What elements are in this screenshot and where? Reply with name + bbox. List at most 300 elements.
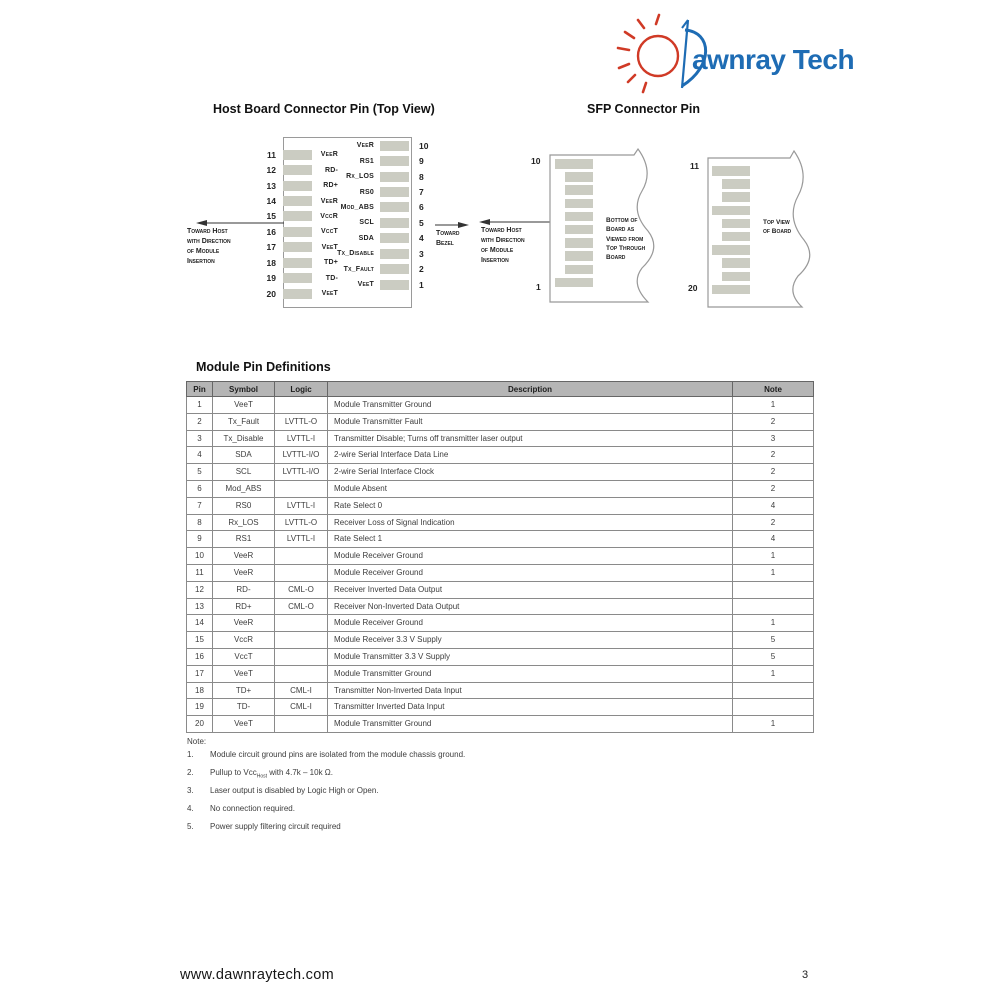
cell-logic: CML-I <box>275 682 328 699</box>
connector-pad <box>565 172 593 182</box>
connector-pad <box>565 251 593 261</box>
connector-pad <box>283 242 312 252</box>
connector-pad <box>380 218 409 228</box>
host-pin-row <box>330 184 440 199</box>
note-text-pre: Module circuit ground pins are isolated from the module chassis ground. <box>210 750 466 759</box>
note-text-pre: Power supply filtering circuit required <box>210 822 341 831</box>
connector-pad <box>565 212 593 222</box>
host-pin-row <box>258 255 338 270</box>
note-text-post: with 4.7k – 10k Ω. <box>266 768 333 777</box>
sfp-bottom-board-note <box>606 216 645 262</box>
sfp-pad-row <box>555 278 593 291</box>
connector-pad <box>722 272 750 282</box>
cell-logic: LVTTL-I/O <box>275 447 328 464</box>
toward-bezel-text <box>436 229 459 249</box>
connector-pad <box>283 289 312 299</box>
connector-pad <box>722 232 750 242</box>
cell-symbol: TD- <box>213 699 275 716</box>
table-row <box>187 716 814 733</box>
pin-label: VccR <box>320 212 338 220</box>
connector-pad <box>722 179 750 189</box>
cell-logic: LVTTL-O <box>275 413 328 430</box>
cell-note: 5 <box>733 648 814 665</box>
sfp-pad-row <box>712 166 750 179</box>
cell-pin: 3 <box>187 430 213 447</box>
connector-pad <box>712 245 750 255</box>
note-text <box>210 820 341 838</box>
connector-pad <box>380 264 409 274</box>
cell-description: Module Transmitter Ground <box>328 397 733 414</box>
cell-logic <box>275 716 328 733</box>
host-pin-row <box>258 240 338 255</box>
table-title: Module Pin Definitions <box>196 360 331 374</box>
notes-section <box>187 735 465 838</box>
cell-note: 1 <box>733 564 814 581</box>
cell-logic <box>275 632 328 649</box>
cell-pin: 5 <box>187 464 213 481</box>
note-item <box>187 784 465 802</box>
pin-number: 1 <box>419 279 424 290</box>
cell-description: 2-wire Serial Interface Clock <box>328 464 733 481</box>
sfp-pin-number-bottom: 20 <box>688 283 698 293</box>
table-row <box>187 514 814 531</box>
cell-description: Receiver Non-Inverted Data Output <box>328 598 733 615</box>
pin-number: 6 <box>419 202 424 213</box>
table-row <box>187 464 814 481</box>
pin-number: 19 <box>266 273 276 284</box>
cell-logic: LVTTL-I <box>275 531 328 548</box>
table-row <box>187 564 814 581</box>
pin-number: 8 <box>419 171 424 182</box>
table-row <box>187 480 814 497</box>
cell-note: 2 <box>733 480 814 497</box>
cell-note: 4 <box>733 497 814 514</box>
pin-number: 17 <box>266 242 276 253</box>
cell-logic: CML-I <box>275 699 328 716</box>
cell-logic <box>275 480 328 497</box>
connector-pad <box>565 238 593 248</box>
table-row <box>187 397 814 414</box>
connector-pad <box>712 206 750 216</box>
cell-description: Rate Select 1 <box>328 531 733 548</box>
pin-label: Mod_ABS <box>340 203 374 211</box>
connector-pad <box>380 141 409 151</box>
note-line: Top View <box>763 219 790 226</box>
cell-symbol: SCL <box>213 464 275 481</box>
cell-pin: 10 <box>187 548 213 565</box>
table-row <box>187 581 814 598</box>
connector-pad <box>283 150 312 160</box>
host-pin-row <box>258 178 338 193</box>
cell-symbol: SDA <box>213 447 275 464</box>
note-text-subscript: Host <box>256 773 267 780</box>
pin-number: 18 <box>266 257 276 268</box>
sfp-pad-row <box>712 219 750 232</box>
pin-label: VeeR <box>320 197 338 205</box>
note-item <box>187 802 465 820</box>
cell-description: Module Receiver Ground <box>328 564 733 581</box>
cell-pin: 9 <box>187 531 213 548</box>
sfp-pad-row <box>712 285 750 298</box>
pin-label: RS0 <box>359 188 374 196</box>
dir-line: Toward Host <box>481 227 522 234</box>
cell-logic <box>275 397 328 414</box>
cell-note: 2 <box>733 447 814 464</box>
sfp-pad-row <box>712 245 750 258</box>
pin-number: 7 <box>419 187 424 198</box>
cell-pin: 15 <box>187 632 213 649</box>
pin-definitions-table <box>186 381 814 733</box>
sfp-pad-row <box>555 159 593 172</box>
dir-line: with Direction <box>481 237 525 244</box>
sfp-pad-row <box>555 212 593 225</box>
host-pin-row <box>330 138 440 153</box>
cell-symbol: VccT <box>213 648 275 665</box>
notes-label: Note: <box>187 737 207 746</box>
cell-symbol: VeeT <box>213 397 275 414</box>
sfp-pad-row <box>555 238 593 251</box>
cell-note: 5 <box>733 632 814 649</box>
footer-website-url: www.dawnraytech.com <box>180 967 334 983</box>
connector-pad <box>380 202 409 212</box>
table-row <box>187 413 814 430</box>
cell-pin: 20 <box>187 716 213 733</box>
page-number: 3 <box>802 969 809 981</box>
host-pin-row <box>330 277 440 292</box>
cell-logic: LVTTL-I <box>275 497 328 514</box>
connector-pad <box>283 196 312 206</box>
cell-note: 2 <box>733 514 814 531</box>
connector-pad <box>565 185 593 195</box>
dir-line: with Direction <box>187 238 231 245</box>
cell-note: 3 <box>733 430 814 447</box>
pin-label: TD+ <box>323 259 338 267</box>
note-text-pre: No connection required. <box>210 804 295 813</box>
pin-label: VeeR <box>356 142 374 150</box>
host-board-diagram-title: Host Board Connector Pin (Top View) <box>213 102 435 116</box>
col-header-logic: Logic <box>275 382 328 397</box>
cell-note: 1 <box>733 548 814 565</box>
connector-pad <box>283 165 312 175</box>
note-text <box>210 802 295 820</box>
host-pin-row <box>330 200 440 215</box>
note-item <box>187 820 465 838</box>
dir-line: Toward Host <box>187 228 228 235</box>
note-number: 4. <box>187 804 194 813</box>
note-text <box>210 748 465 766</box>
cell-symbol: VeeT <box>213 716 275 733</box>
note-line: Bottom of <box>606 217 638 224</box>
pin-label: Tx_Disable <box>337 250 374 258</box>
col-header-symbol: Symbol <box>213 382 275 397</box>
cell-note <box>733 581 814 598</box>
cell-symbol: RD- <box>213 581 275 598</box>
note-text <box>210 766 333 784</box>
cell-logic: LVTTL-O <box>275 514 328 531</box>
sfp-pad-row <box>712 206 750 219</box>
host-pin-row <box>330 215 440 230</box>
note-number: 5. <box>187 822 194 831</box>
table-row <box>187 632 814 649</box>
note-item <box>187 748 465 766</box>
dir-line: of Module <box>481 247 514 254</box>
cell-note: 1 <box>733 397 814 414</box>
sfp-pin-number-bottom: 1 <box>536 282 541 292</box>
cell-note: 1 <box>733 665 814 682</box>
note-text <box>210 784 379 802</box>
cell-note: 1 <box>733 716 814 733</box>
sfp-pad-row <box>712 258 750 271</box>
cell-pin: 13 <box>187 598 213 615</box>
cell-description: Module Transmitter Ground <box>328 665 733 682</box>
host-pin-row <box>258 193 338 208</box>
table-row <box>187 497 814 514</box>
sfp-pad-row <box>555 225 593 238</box>
pin-label: Tx_Fault <box>343 265 374 273</box>
pin-label: SDA <box>358 234 374 242</box>
sfp-pad-row <box>555 185 593 198</box>
connector-pad <box>283 211 312 221</box>
cell-logic <box>275 648 328 665</box>
cell-pin: 17 <box>187 665 213 682</box>
cell-logic: LVTTL-I/O <box>275 464 328 481</box>
cell-note: 2 <box>733 464 814 481</box>
cell-description: Module Transmitter Ground <box>328 716 733 733</box>
host-pin-row <box>330 262 440 277</box>
note-number: 2. <box>187 768 194 777</box>
note-line: Board <box>606 254 626 262</box>
pin-number: 13 <box>266 180 276 191</box>
connector-pad <box>565 265 593 275</box>
cell-symbol: RS1 <box>213 531 275 548</box>
host-pin-row <box>330 246 440 261</box>
cell-symbol: Tx_Disable <box>213 430 275 447</box>
connector-pad <box>555 278 593 288</box>
connector-pad <box>380 187 409 197</box>
cell-note: 1 <box>733 615 814 632</box>
cell-pin: 6 <box>187 480 213 497</box>
table-row <box>187 598 814 615</box>
brand-wordmark: awnray Tech <box>692 44 855 75</box>
cell-logic: CML-O <box>275 598 328 615</box>
cell-symbol: Rx_LOS <box>213 514 275 531</box>
cell-description: Module Receiver 3.3 V Supply <box>328 632 733 649</box>
note-line: Board as <box>606 226 635 234</box>
pin-label: RD- <box>324 166 338 174</box>
dir-line: of Module <box>187 248 220 255</box>
cell-description: Module Transmitter Fault <box>328 413 733 430</box>
pin-label: Rx_LOS <box>346 173 374 181</box>
connector-pad <box>722 258 750 268</box>
cell-description: 2-wire Serial Interface Data Line <box>328 447 733 464</box>
pin-number: 10 <box>419 140 429 151</box>
sfp-pad-row <box>712 192 750 205</box>
cell-logic: CML-O <box>275 581 328 598</box>
note-line: of Board <box>763 228 792 236</box>
note-item <box>187 766 465 784</box>
sfp-pad-row <box>555 251 593 264</box>
table-row <box>187 548 814 565</box>
col-header-description: Description <box>328 382 733 397</box>
connector-pad <box>283 227 312 237</box>
cell-logic <box>275 665 328 682</box>
connector-pad <box>283 181 312 191</box>
sfp-pin-number-top: 11 <box>690 161 699 171</box>
pin-label: VeeT <box>321 290 338 298</box>
cell-symbol: VeeT <box>213 665 275 682</box>
cell-symbol: VeeR <box>213 564 275 581</box>
pin-number: 4 <box>419 233 424 244</box>
cell-pin: 16 <box>187 648 213 665</box>
cell-symbol: VccR <box>213 632 275 649</box>
pin-number: 20 <box>266 288 276 299</box>
pin-number: 9 <box>419 156 424 167</box>
sfp-bottom-pads <box>555 159 593 291</box>
cell-description: Receiver Loss of Signal Indication <box>328 514 733 531</box>
pin-label: SCL <box>359 219 374 227</box>
cell-pin: 14 <box>187 615 213 632</box>
host-pin-row <box>258 162 338 177</box>
cell-note: 2 <box>733 413 814 430</box>
host-pin-row <box>330 231 440 246</box>
pin-number: 14 <box>266 196 276 207</box>
dir-line: Insertion <box>481 257 509 264</box>
cell-pin: 11 <box>187 564 213 581</box>
sfp-pad-row <box>712 179 750 192</box>
connector-pad <box>722 192 750 202</box>
table-header-row <box>187 382 814 397</box>
connector-pad <box>555 159 593 169</box>
table-row <box>187 682 814 699</box>
cell-logic <box>275 615 328 632</box>
connector-pad <box>380 172 409 182</box>
note-text-pre: Pullup to Vcc <box>210 768 257 777</box>
table-row <box>187 430 814 447</box>
cell-symbol: VeeR <box>213 615 275 632</box>
cell-pin: 12 <box>187 581 213 598</box>
cell-description: Module Transmitter 3.3 V Supply <box>328 648 733 665</box>
sfp-top-board-note <box>763 218 791 237</box>
table-row <box>187 648 814 665</box>
cell-symbol: RD+ <box>213 598 275 615</box>
cell-pin: 4 <box>187 447 213 464</box>
pin-label: VeeR <box>320 151 338 159</box>
cell-logic: LVTTL-I <box>275 430 328 447</box>
cell-pin: 2 <box>187 413 213 430</box>
pin-number: 2 <box>419 264 424 275</box>
connector-pad <box>565 225 593 235</box>
cell-pin: 7 <box>187 497 213 514</box>
cell-pin: 1 <box>187 397 213 414</box>
host-board-right-pin-column <box>330 138 440 292</box>
cell-pin: 8 <box>187 514 213 531</box>
dir-line: Bezel <box>436 240 454 247</box>
sfp-top-pads <box>712 166 750 298</box>
cell-symbol: TD+ <box>213 682 275 699</box>
cell-logic <box>275 548 328 565</box>
sfp-pad-row <box>555 265 593 278</box>
note-line: Viewed from <box>606 235 644 243</box>
note-line: Top Through <box>606 244 646 252</box>
cell-symbol: Mod_ABS <box>213 480 275 497</box>
col-header-note: Note <box>733 382 814 397</box>
host-pin-row <box>330 169 440 184</box>
cell-logic <box>275 564 328 581</box>
connector-pad <box>380 280 409 290</box>
connector-pad <box>722 219 750 229</box>
sfp-pin-number-top: 10 <box>531 156 541 166</box>
cell-symbol: RS0 <box>213 497 275 514</box>
dir-line: Toward <box>436 230 460 237</box>
cell-description: Module Absent <box>328 480 733 497</box>
pin-number: 5 <box>419 217 424 228</box>
cell-pin: 19 <box>187 699 213 716</box>
pin-label: RD+ <box>323 182 338 190</box>
sfp-pad-row <box>555 199 593 212</box>
note-text-pre: Laser output is disabled by Logic High or Open. <box>210 786 379 795</box>
connector-pad <box>565 199 593 209</box>
cell-note <box>733 598 814 615</box>
pin-label: VeeT <box>357 281 374 289</box>
note-number: 3. <box>187 786 194 795</box>
table-row <box>187 665 814 682</box>
host-pin-row <box>330 153 440 168</box>
host-pin-row <box>258 147 338 162</box>
cell-pin: 18 <box>187 682 213 699</box>
sfp-diagram-title: SFP Connector Pin <box>587 102 700 116</box>
cell-note <box>733 682 814 699</box>
cell-description: Receiver Inverted Data Output <box>328 581 733 598</box>
connector-pad <box>283 258 312 268</box>
connector-pad <box>380 249 409 259</box>
connector-pad <box>283 273 312 283</box>
connector-pad <box>380 233 409 243</box>
host-pin-row <box>258 271 338 286</box>
table-row <box>187 531 814 548</box>
cell-description: Transmitter Disable; Turns off transmitter laser output <box>328 430 733 447</box>
cell-note: 4 <box>733 531 814 548</box>
cell-description: Transmitter Non-Inverted Data Input <box>328 682 733 699</box>
pin-number: 16 <box>266 226 276 237</box>
connector-pad <box>380 156 409 166</box>
pin-number: 3 <box>419 248 424 259</box>
pin-label: RS1 <box>359 157 374 165</box>
table-row <box>187 615 814 632</box>
host-pin-row <box>258 286 338 301</box>
table-row <box>187 699 814 716</box>
cell-description: Module Receiver Ground <box>328 548 733 565</box>
cell-symbol: Tx_Fault <box>213 413 275 430</box>
sfp-pad-row <box>712 272 750 285</box>
connector-pad <box>712 285 750 295</box>
toward-host-text-left <box>187 227 231 267</box>
pin-number: 15 <box>266 211 276 222</box>
note-number: 1. <box>187 750 194 759</box>
sfp-pad-row <box>555 172 593 185</box>
dir-line: Insertion <box>187 258 215 265</box>
pin-label: TD- <box>325 274 338 282</box>
cell-description: Module Receiver Ground <box>328 615 733 632</box>
toward-host-text-sfp <box>481 226 525 266</box>
pin-number: 12 <box>266 165 276 176</box>
cell-description: Transmitter Inverted Data Input <box>328 699 733 716</box>
cell-symbol: VeeR <box>213 548 275 565</box>
table-row <box>187 447 814 464</box>
cell-note <box>733 699 814 716</box>
sfp-pad-row <box>712 232 750 245</box>
pin-label: VeeT <box>321 243 338 251</box>
connector-pad <box>712 166 750 176</box>
